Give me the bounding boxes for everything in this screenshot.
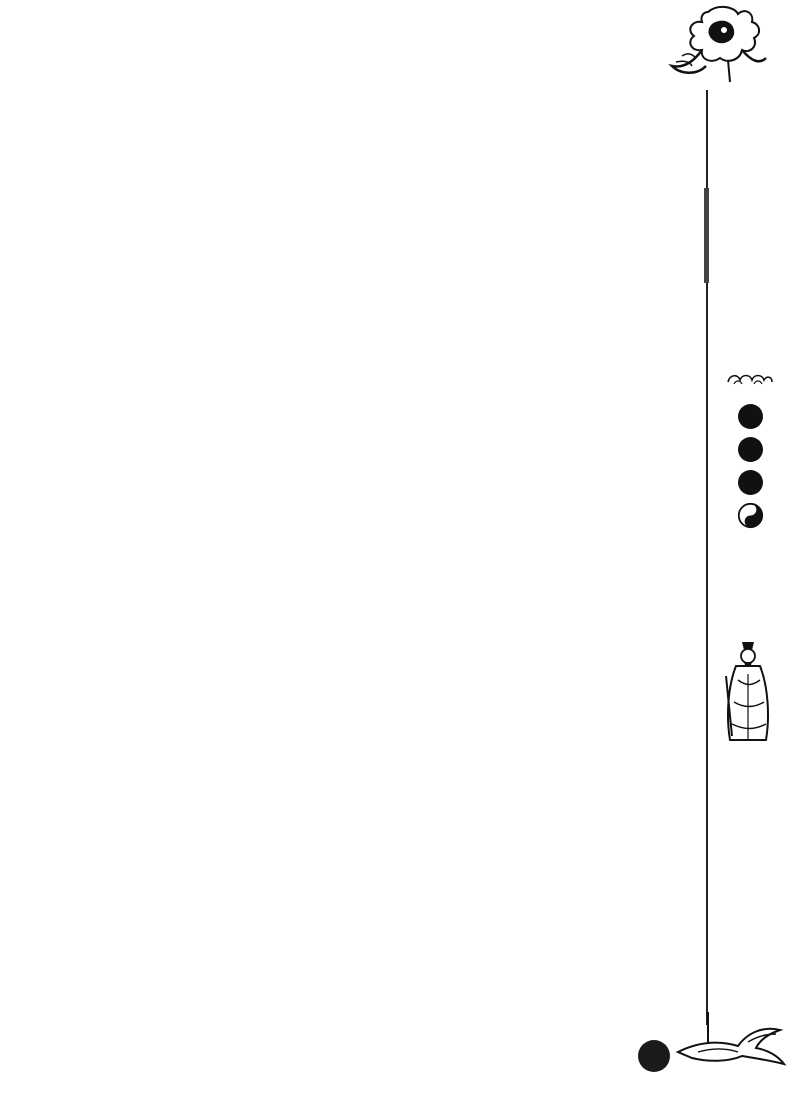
page-number-badge bbox=[638, 1040, 670, 1072]
crane-ornament-icon bbox=[668, 1012, 788, 1072]
toc-content bbox=[68, 84, 688, 127]
right-border-accent bbox=[704, 188, 709, 283]
seal-icon-1 bbox=[738, 404, 763, 429]
yin-yang-icon bbox=[737, 502, 764, 529]
seal-icon-2 bbox=[738, 437, 763, 462]
cloud-ornament-icon bbox=[726, 372, 774, 386]
chapter-14-title bbox=[68, 91, 626, 113]
dragon-illustration-icon bbox=[662, 4, 772, 84]
seal-icon-3 bbox=[738, 470, 763, 495]
sage-figure-icon bbox=[718, 636, 778, 746]
